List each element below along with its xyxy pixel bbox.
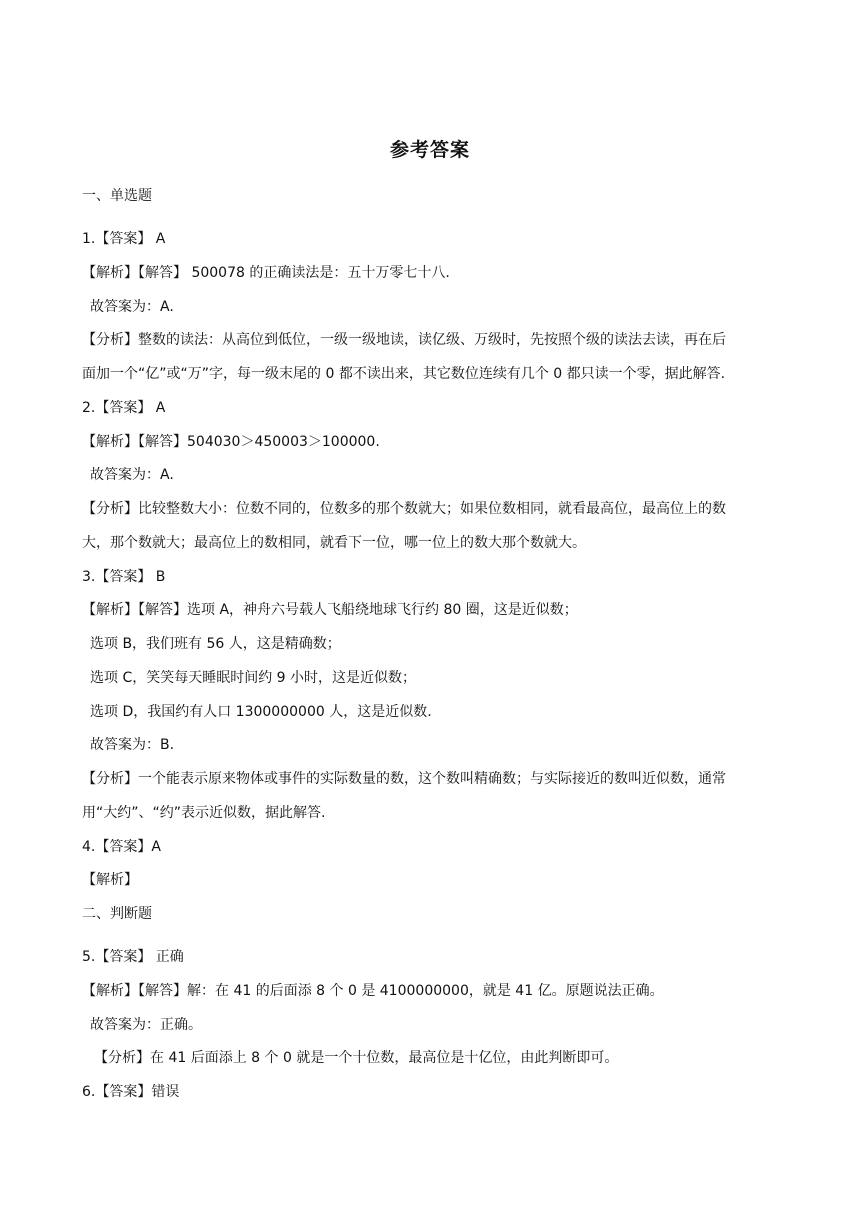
explanation-line: 【分析】整数的读法：从高位到低位，一级一级地读，读亿级、万级时，先按照个级的读法去读，再在后 (82, 332, 726, 348)
explanation-line: 【分析】一个能表示原来物体或事件的实际数量的数，这个数叫精确数；与实际接近的数叫近似数，通常 (82, 771, 726, 787)
answer-line: 5.【答案】 正确 (82, 949, 184, 965)
explanation-line: 【分析】在 41 后面添上 8 个 0 就是一个十位数，最高位是十亿位，由此判断即可。 (94, 1050, 619, 1066)
answer-line: 3.【答案】 B (82, 569, 166, 585)
analysis-line: 【解析】 (82, 872, 138, 888)
conclusion-line: 故答案为：正确。 (90, 1017, 202, 1033)
conclusion-line: 故答案为：A. (90, 299, 174, 315)
answer-line: 6.【答案】错误 (82, 1084, 180, 1100)
option-line: 选项 B，我们班有 56 人，这是精确数； (90, 636, 341, 652)
answer-line: 4.【答案】A (82, 839, 161, 855)
answer-line: 1.【答案】 A (82, 231, 166, 247)
analysis-line: 【解析】【解答】选项 A，神舟六号载人飞船绕地球飞行约 80 圈，这是近似数； (82, 602, 578, 618)
conclusion-line: 故答案为：A. (90, 467, 174, 483)
conclusion-line: 故答案为：B. (90, 737, 175, 753)
analysis-line: 【解析】【解答】504030＞450003＞100000. (82, 434, 380, 450)
explanation-line: 大，那个数就大；最高位上的数相同，就看下一位，哪一位上的数大那个数就大。 (82, 535, 586, 551)
page-title: 参考答案 (389, 139, 470, 161)
option-line: 选项 C，笑笑每天睡眠时间约 9 小时，这是近似数； (90, 670, 417, 686)
option-line: 选项 D，我国约有人口 1300000000 人，这是近似数. (90, 704, 432, 720)
section-heading: 二、判断题 (82, 906, 152, 922)
explanation-line: 【分析】比较整数大小：位数不同的，位数多的那个数就大；如果位数相同，就看最高位，最高位上的数 (82, 501, 726, 517)
analysis-line: 【解析】【解答】解：在 41 的后面添 8 个 0 是 4100000000，就是 41 亿。原题说法正确。 (82, 983, 664, 999)
section-heading: 一、单选题 (82, 188, 152, 204)
explanation-line: 面加一个“亿”或“万”字，每一级末尾的 0 都不读出来，其它数位连续有几个 0 都只读一个零，据此解答. (82, 366, 726, 382)
analysis-line: 【解析】【解答】 500078 的正确读法是：五十万零七十八. (82, 265, 450, 281)
explanation-line: 用“大约”、“约”表示近似数，据此解答. (82, 805, 326, 821)
answer-line: 2.【答案】 A (82, 400, 166, 416)
